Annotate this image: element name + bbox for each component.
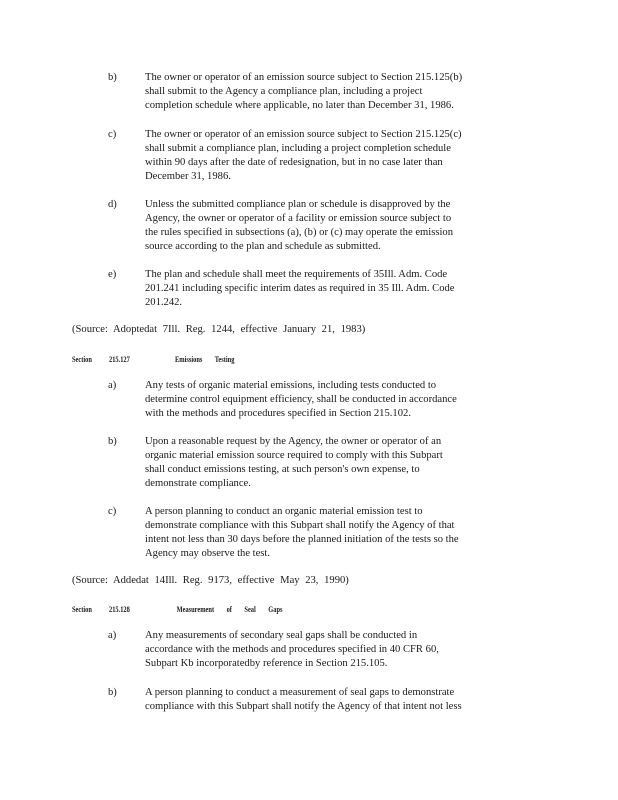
subsection-text: Upon a reasonable request by the Agency, the owner or operator of an organic material emission source required to comply with this Subpart shall conduct emissions testing, at such person's own expense, to demonstrate compliance. <box>145 436 443 489</box>
subsection-a <box>108 629 508 671</box>
section-word: Section <box>72 605 92 614</box>
subsection-label: d) <box>108 199 117 210</box>
section-number: 215.127 <box>109 355 130 364</box>
subsection-text: Any tests of organic material emissions, including tests conducted to determine control equipment efficiency, shall be conducted in accordance with the methods and procedures specified in Section 215.102. <box>145 380 457 419</box>
subsection-text: Any measurements of secondary seal gaps shall be conducted in accordance with the methods and procedures specified in 40 CFR 60, Subpart Kb incorporatedby reference in Section 215.105. <box>145 630 439 669</box>
subsection-c <box>108 505 508 561</box>
subsection-label: e) <box>108 269 117 280</box>
subsection-label: c) <box>108 129 117 140</box>
subsection-b <box>108 686 508 714</box>
subsection-text: A person planning to conduct a measurement of seal gaps to demonstrate compliance with this Subpart shall notify the Agency of that intent not less <box>145 687 462 712</box>
subsection-e <box>108 268 508 310</box>
subsection-label: b) <box>108 436 117 447</box>
subsection-label: b) <box>108 72 117 83</box>
subsection-a <box>108 379 508 421</box>
subsection-text: The owner or operator of an emission source subject to Section 215.125(c) shall submit a compliance plan, including a project completion schedule within 90 days after the date of redesignation, but in no case later than December 31, 1986. <box>145 129 462 182</box>
subsection-c <box>108 128 508 184</box>
subsection-b <box>108 435 508 491</box>
source-note: (Source: Addedat 14Ill. Reg. 9173, effective May 23, 1990) <box>72 575 349 586</box>
subsection-label: b) <box>108 687 117 698</box>
section-title: Emissions Testing <box>175 355 235 364</box>
source-note: (Source: Adoptedat 7Ill. Reg. 1244, effective January 21, 1983) <box>72 324 366 335</box>
section-title: Measurement of Seal Gaps <box>176 605 283 614</box>
section-number: 215.128 <box>109 605 130 614</box>
subsection-text: Unless the submitted compliance plan or schedule is disapproved by the Agency, the owner or operator of a facility or emission source subject to the rules specified in subsections (a), (b) or (c) may operate the emission source according to the plan and schedule as submitted. <box>145 199 453 252</box>
subsection-d <box>108 198 508 254</box>
section-heading <box>72 354 234 366</box>
subsection-label: a) <box>108 380 117 391</box>
subsection-label: a) <box>108 630 117 641</box>
subsection-text: The plan and schedule shall meet the requirements of 35Ill. Adm. Code 201.241 including specific interim dates as required in 35 Ill. Adm. Code 201.242. <box>145 269 455 308</box>
subsection-label: c) <box>108 506 117 517</box>
subsection-text: A person planning to conduct an organic material emission test to demonstrate compliance with this Subpart shall notify the Agency of that intent not less than 30 days before the planned initiation of the tests so the Agency may observe the test. <box>145 506 459 559</box>
section-heading <box>72 604 283 616</box>
subsection-b <box>108 71 508 113</box>
section-word: Section <box>72 355 92 364</box>
subsection-text: The owner or operator of an emission source subject to Section 215.125(b) shall submit to the Agency a compliance plan, including a project completion schedule where applicable, no later than December 31, 1986. <box>145 72 463 111</box>
